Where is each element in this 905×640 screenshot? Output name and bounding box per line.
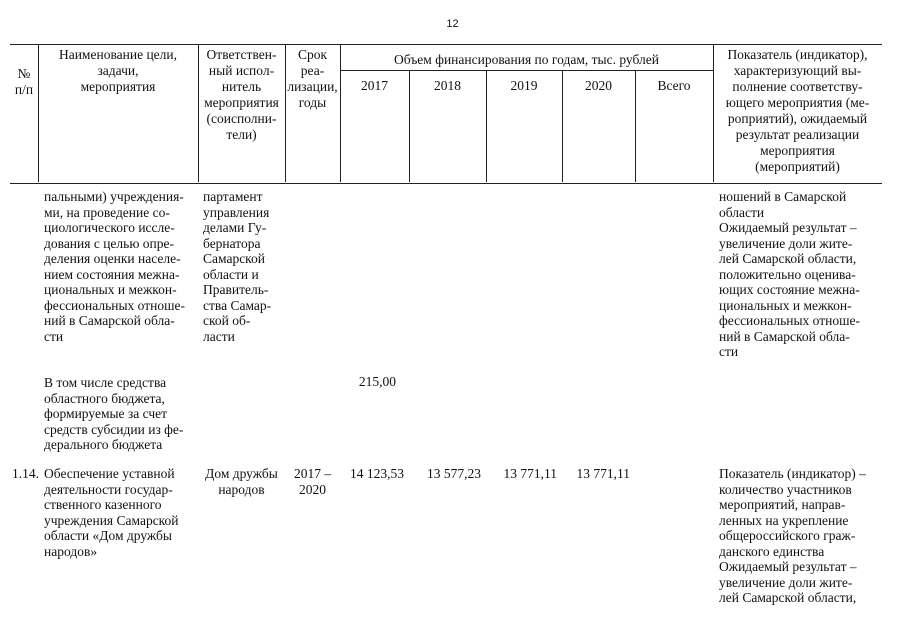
header-year-2017: 2017 (361, 78, 388, 93)
continuation-indicator: ношений в Самарской области Ожидаемый результат – увеличение доли жите- лей Самарской области, положительно оценива- ющих состояние межна- циональных и межкон- фессиональных отноше- ний в Самарской обла- сти (719, 189, 861, 359)
item-indicator: Показатель (индикатор) – количество участников мероприятий, направ- ленных на укрепление общероссийского граж- данского единства Ожидаемый результат – увеличение доли жите- лей Самарской области, (719, 466, 866, 605)
header-year-2019: 2019 (510, 78, 538, 93)
header-year-2018: 2018 (434, 78, 461, 93)
header-term: Срок реа- лизации, годы (287, 47, 338, 110)
item-2018-value: 13 577,23 (427, 466, 481, 481)
header-year-2020: 2020 (585, 78, 612, 93)
header-funding: Объем финансирования по годам, тыс. рублей (394, 52, 659, 67)
continuation-responsible: партамент управления делами Гу- бернатора Самарской области и Правитель- ства Самар- ской об- ласти (203, 189, 272, 344)
item-2019-value: 13 771,11 (503, 466, 557, 481)
subsidy-name: В том числе средства областного бюджета, формируемые за счет средств субсидии из фе- дерального бюджета (44, 375, 184, 452)
header-number: № п/п (14, 66, 34, 97)
header-responsible: Ответствен- ный испол- нитель мероприятия (соисполни- тели) (204, 47, 279, 142)
item-number: 1.14. (12, 466, 39, 481)
divider (340, 70, 713, 71)
item-2017-value: 14 123,53 (350, 466, 404, 481)
subsidy-2017-value: 215,00 (358, 374, 396, 389)
item-responsible: Дом дружбы народов (205, 466, 278, 497)
header-indicator: Показатель (индикатор), характеризующий вы- полнение соответству- ющего мероприятия (ме- роприятий), ожидаемый результат реализации мероприятия (мероприятий) (725, 47, 870, 174)
header-name: Наименование цели, задачи, мероприятия (58, 47, 178, 94)
page-number: 12 (446, 18, 459, 30)
header-total: Всего (657, 78, 691, 93)
continuation-name: пальными) учреждения- ми, на проведение со- циологического иссле- дования с целью опре- деления оценки населе- нием состояния межна- циональных и межкон- фессиональных отноше- ний в Самарской обла- сти (44, 189, 186, 344)
item-name: Обеспечение уставной деятельности государ- ственного казенного учреждения Самарской области «Дом дружбы народов» (44, 466, 179, 559)
item-2020-value: 13 771,11 (576, 466, 630, 481)
item-term: 2017 – 2020 (293, 466, 332, 497)
